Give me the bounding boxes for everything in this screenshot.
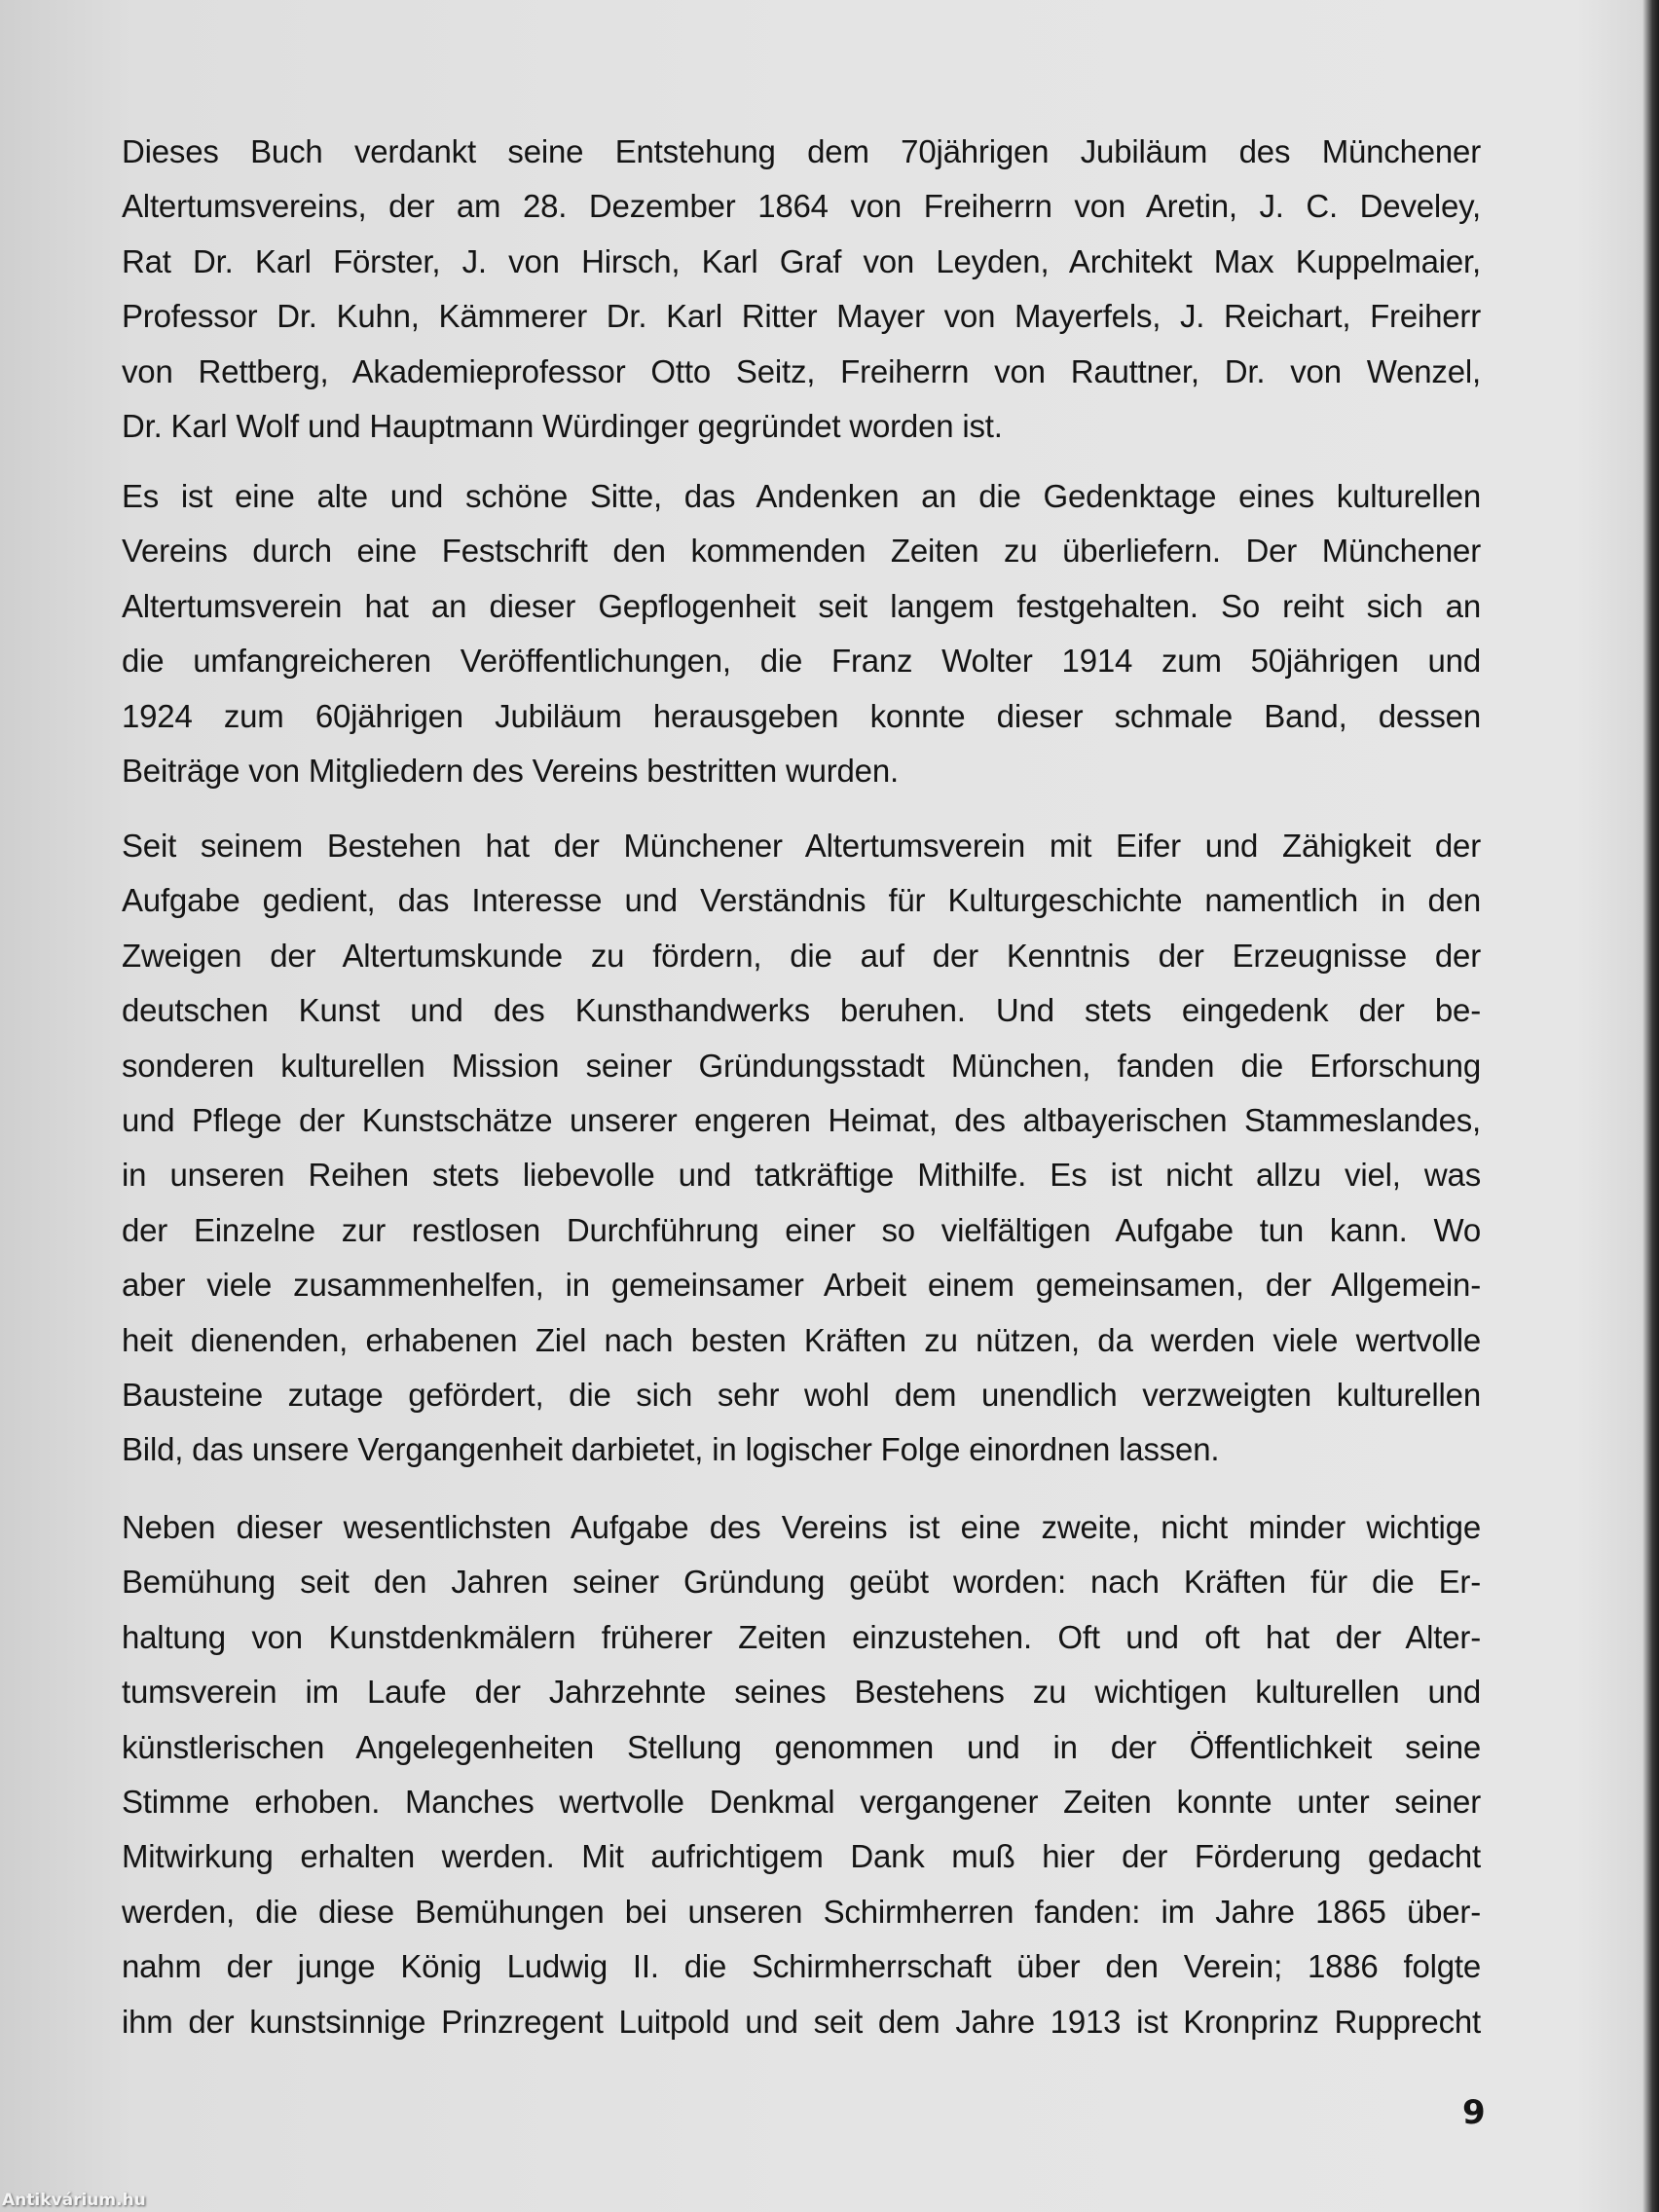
text-line: Professor Dr. Kuhn, Kämmerer Dr. Karl Ritter Mayer von Mayerfels, J. Reichart, Freiherr (122, 298, 1481, 335)
text-line: Bemühung seit den Jahren seiner Gründung geübt worden: nach Kräften für die Er- (122, 1564, 1481, 1601)
text-line: haltung von Kunstdenkmälern früherer Zeiten einzustehen. Oft und oft hat der Alter- (122, 1618, 1481, 1655)
text-line: tumsverein im Laufe der Jahrzehnte seines Bestehens zu wichtigen kulturellen und (122, 1674, 1481, 1711)
paragraph-3 (122, 819, 1481, 1478)
text-line: Altertumsvereins, der am 28. Dezember 1864 von Freiherrn von Aretin, J. C. Develey, (122, 188, 1481, 225)
text-line: Stimme erhoben. Manches wertvolle Denkmal vergangener Zeiten konnte unter seiner (122, 1783, 1481, 1820)
text-line: Dr. Karl Wolf und Hauptmann Würdinger gegründet worden ist. (122, 407, 1003, 444)
text-line: sonderen kulturellen Mission seiner Gründungsstadt München, fanden die Erforschung (122, 1047, 1481, 1084)
text-line: Zweigen der Altertumskunde zu fördern, die auf der Kenntnis der Erzeugnisse der (122, 937, 1481, 974)
paragraph-2 (122, 469, 1481, 798)
text-line: in unseren Reihen stets liebevolle und tatkräftige Mithilfe. Es ist nicht allzu viel, was (122, 1157, 1481, 1194)
paragraph-1 (122, 125, 1481, 454)
text-line: heit dienenden, erhabenen Ziel nach besten Kräften zu nützen, da werden viele wertvolle (122, 1321, 1481, 1358)
text-line: von Rettberg, Akademieprofessor Otto Seitz, Freiherrn von Rauttner, Dr. von Wenzel, (122, 352, 1481, 389)
text-line: Mitwirkung erhalten werden. Mit aufrichtigem Dank muß hier der Förderung gedacht (122, 1838, 1481, 1875)
text-line: die umfangreicheren Veröffentlichungen, die Franz Wolter 1914 zum 50jährigen und (122, 643, 1481, 680)
text-line: und Pflege der Kunstschätze unserer engeren Heimat, des altbayerischen Stammeslandes, (122, 1101, 1481, 1138)
text-line: der Einzelne zur restlosen Durchführung einer so vielfältigen Aufgabe tun kann. Wo (122, 1211, 1481, 1248)
text-line: Dieses Buch verdankt seine Entstehung dem 70jährigen Jubiläum des Münchener (122, 133, 1481, 169)
page-number: 9 (1462, 2093, 1486, 2132)
text-line: Es ist eine alte und schöne Sitte, das Andenken an die Gedenktage eines kulturellen (122, 478, 1481, 514)
text-line: nahm der junge König Ludwig II. die Schirmherrschaft über den Verein; 1886 folgte (122, 1948, 1481, 1985)
text-line: 1924 zum 60jährigen Jubiläum herausgeben konnte dieser schmale Band, dessen (122, 697, 1481, 734)
text-line: Seit seinem Bestehen hat der Münchener Altertumsverein mit Eifer und Zähigkeit der (122, 828, 1481, 864)
text-line: deutschen Kunst und des Kunsthandwerks beruhen. Und stets eingedenk der be- (122, 992, 1481, 1029)
watermark: Antikvárium.hu (2, 2191, 146, 2210)
text-line: künstlerischen Angelegenheiten Stellung genommen und in der Öffentlichkeit seine (122, 1728, 1481, 1765)
text-line: Bild, das unsere Vergangenheit darbietet, in logischer Folge einordnen lassen. (122, 1431, 1220, 1468)
text-line: Beiträge von Mitgliedern des Vereins bestritten wurden. (122, 752, 899, 789)
text-line: Aufgabe gedient, das Interesse und Verständnis für Kulturgeschichte namentlich in den (122, 882, 1481, 919)
text-line: ihm der kunstsinnige Prinzregent Luitpold und seit dem Jahre 1913 ist Kronprinz Rupprecht (122, 2003, 1481, 2040)
text-line: Vereins durch eine Festschrift den kommenden Zeiten zu überliefern. Der Münchener (122, 533, 1481, 570)
text-line: Neben dieser wesentlichsten Aufgabe des Vereins ist eine zweite, nicht minder wichtige (122, 1509, 1481, 1545)
text-line: Altertumsverein hat an dieser Gepflogenheit seit langem festgehalten. So reiht sich an (122, 587, 1481, 624)
text-line: aber viele zusammenhelfen, in gemeinsamer Arbeit einem gemeinsamen, der Allgemein- (122, 1267, 1481, 1304)
text-line: Bausteine zutage gefördert, die sich sehr wohl dem unendlich verzweigten kulturellen (122, 1376, 1481, 1413)
paragraph-4 (122, 1500, 1481, 2049)
text-line: Rat Dr. Karl Förster, J. von Hirsch, Karl Graf von Leyden, Architekt Max Kuppelmaier, (122, 242, 1481, 279)
text-line: werden, die diese Bemühungen bei unseren Schirmherren fanden: im Jahre 1865 über- (122, 1893, 1481, 1930)
